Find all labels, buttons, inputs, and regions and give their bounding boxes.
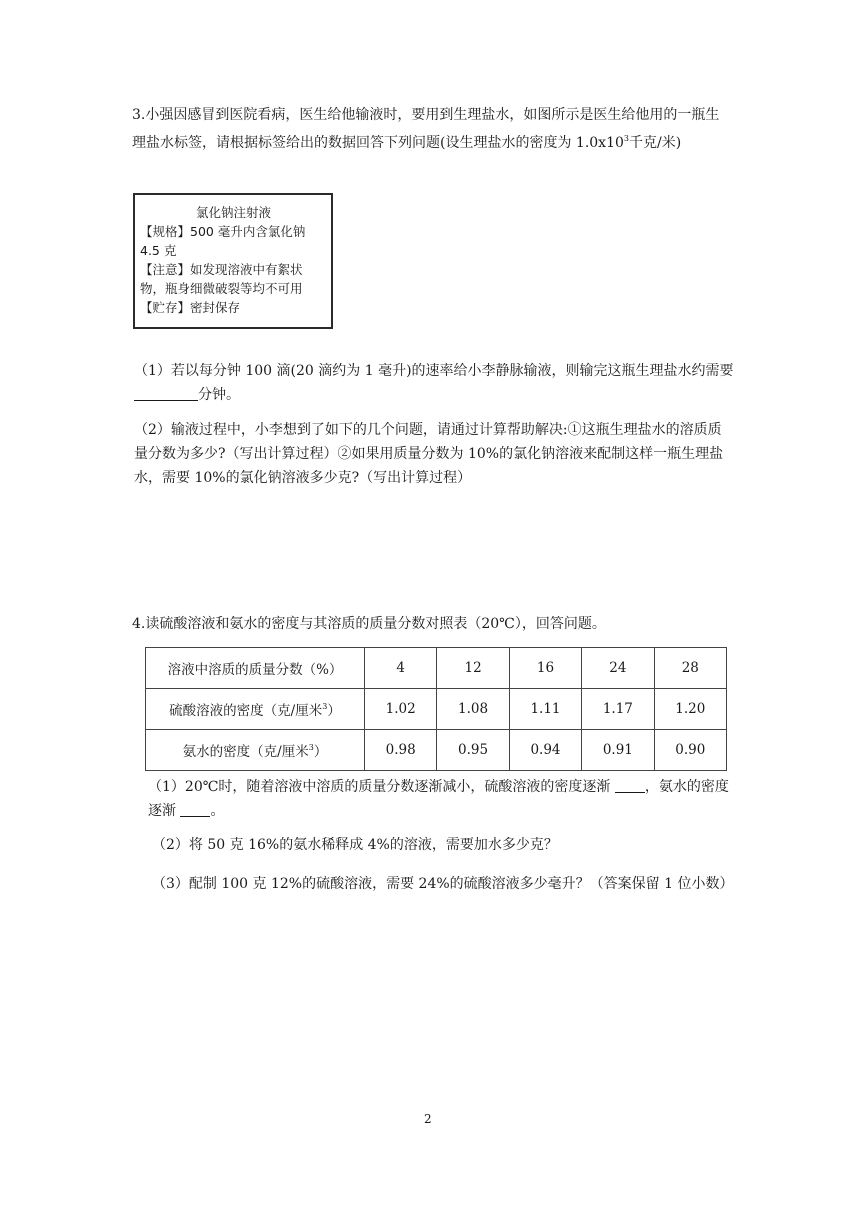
density-table <box>145 647 727 771</box>
answer-blank <box>180 801 210 817</box>
table-row-label: 氨水的密度（克/厘米$^3$） <box>146 730 365 771</box>
label-line: 4.5 克 <box>140 243 177 258</box>
table-cell: 0.90 <box>654 730 726 771</box>
label-line: 【规格】500 毫升内含氯化钠 <box>140 224 306 239</box>
question-4-part-3: （3）配制 100 克 12%的硫酸溶液，需要 24%的硫酸溶液多少毫升？（答案保留 1 位小数） <box>152 876 734 892</box>
table-cell: 1.02 <box>365 689 437 730</box>
table-cell: 0.98 <box>365 730 437 771</box>
table-row <box>146 730 727 771</box>
table-cell: 0.94 <box>509 730 581 771</box>
table-cell: 1.20 <box>654 689 726 730</box>
table-cell: 4 <box>365 648 437 689</box>
label-line: 物，瓶身细微破裂等均不可用 <box>140 281 303 296</box>
answer-blank <box>615 777 645 793</box>
question-4-part-2: （2）将 50 克 16%的氨水稀释成 4%的溶液，需要加水多少克？ <box>152 837 558 853</box>
table-cell: 1.11 <box>509 689 581 730</box>
table-cell: 28 <box>654 648 726 689</box>
question-4-part-1: （1）20℃时，随着溶液中溶质的质量分数逐渐减小，硫酸溶液的密度逐渐 ，氨水的密度逐渐 。 <box>148 779 729 819</box>
table-cell: 12 <box>437 648 509 689</box>
table-row <box>146 689 727 730</box>
table-cell: 24 <box>582 648 654 689</box>
table-cell: 1.17 <box>582 689 654 730</box>
page-number: 2 <box>424 1112 432 1126</box>
answer-blank <box>134 385 198 401</box>
question-3-part-1: （1）若以每分钟 100 滴(20 滴约为 1 毫升)的速率给小李静脉输液，则输完这瓶生理盐水约需要分钟。 <box>134 363 734 403</box>
label-line: 【贮存】密封保存 <box>140 300 241 315</box>
table-cell: 0.95 <box>437 730 509 771</box>
saline-label-figure <box>133 193 333 329</box>
question-3-part-2: （2）输液过程中，小李想到了如下的几个问题，请通过计算帮助解决:①这瓶生理盐水的溶质质量分数为多少?（写出计算过程）②如果用质量分数为 10%的氯化钠溶液来配制这样一瓶生理盐水，需要 10%的氯化钠溶液多少克?（写出计算过程） <box>134 422 724 486</box>
question-3-stem: 3.小强因感冒到医院看病，医生给他输液时，要用到生理盐水，如图所示是医生给他用的一瓶生理盐水标签，请根据标签给出的数据回答下列问题(设生理盐水的密度为 $1.0x10^3$千克/米) <box>132 107 720 151</box>
question-4-stem: 4.读硫酸溶液和氨水的密度与其溶质的质量分数对照表（20℃），回答问题。 <box>132 616 606 632</box>
label-title: 氯化钠注射液 <box>195 205 271 220</box>
superscript: 3 <box>623 134 629 143</box>
table-row-label: 硫酸溶液的密度（克/厘米$^3$） <box>146 689 365 730</box>
table-row <box>146 648 727 689</box>
label-line: 【注意】如发现溶液中有絮状 <box>140 262 303 277</box>
table-cell: 16 <box>509 648 581 689</box>
table-header-label: 溶液中溶质的质量分数（%） <box>146 648 365 689</box>
table-cell: 0.91 <box>582 730 654 771</box>
table-cell: 1.08 <box>437 689 509 730</box>
